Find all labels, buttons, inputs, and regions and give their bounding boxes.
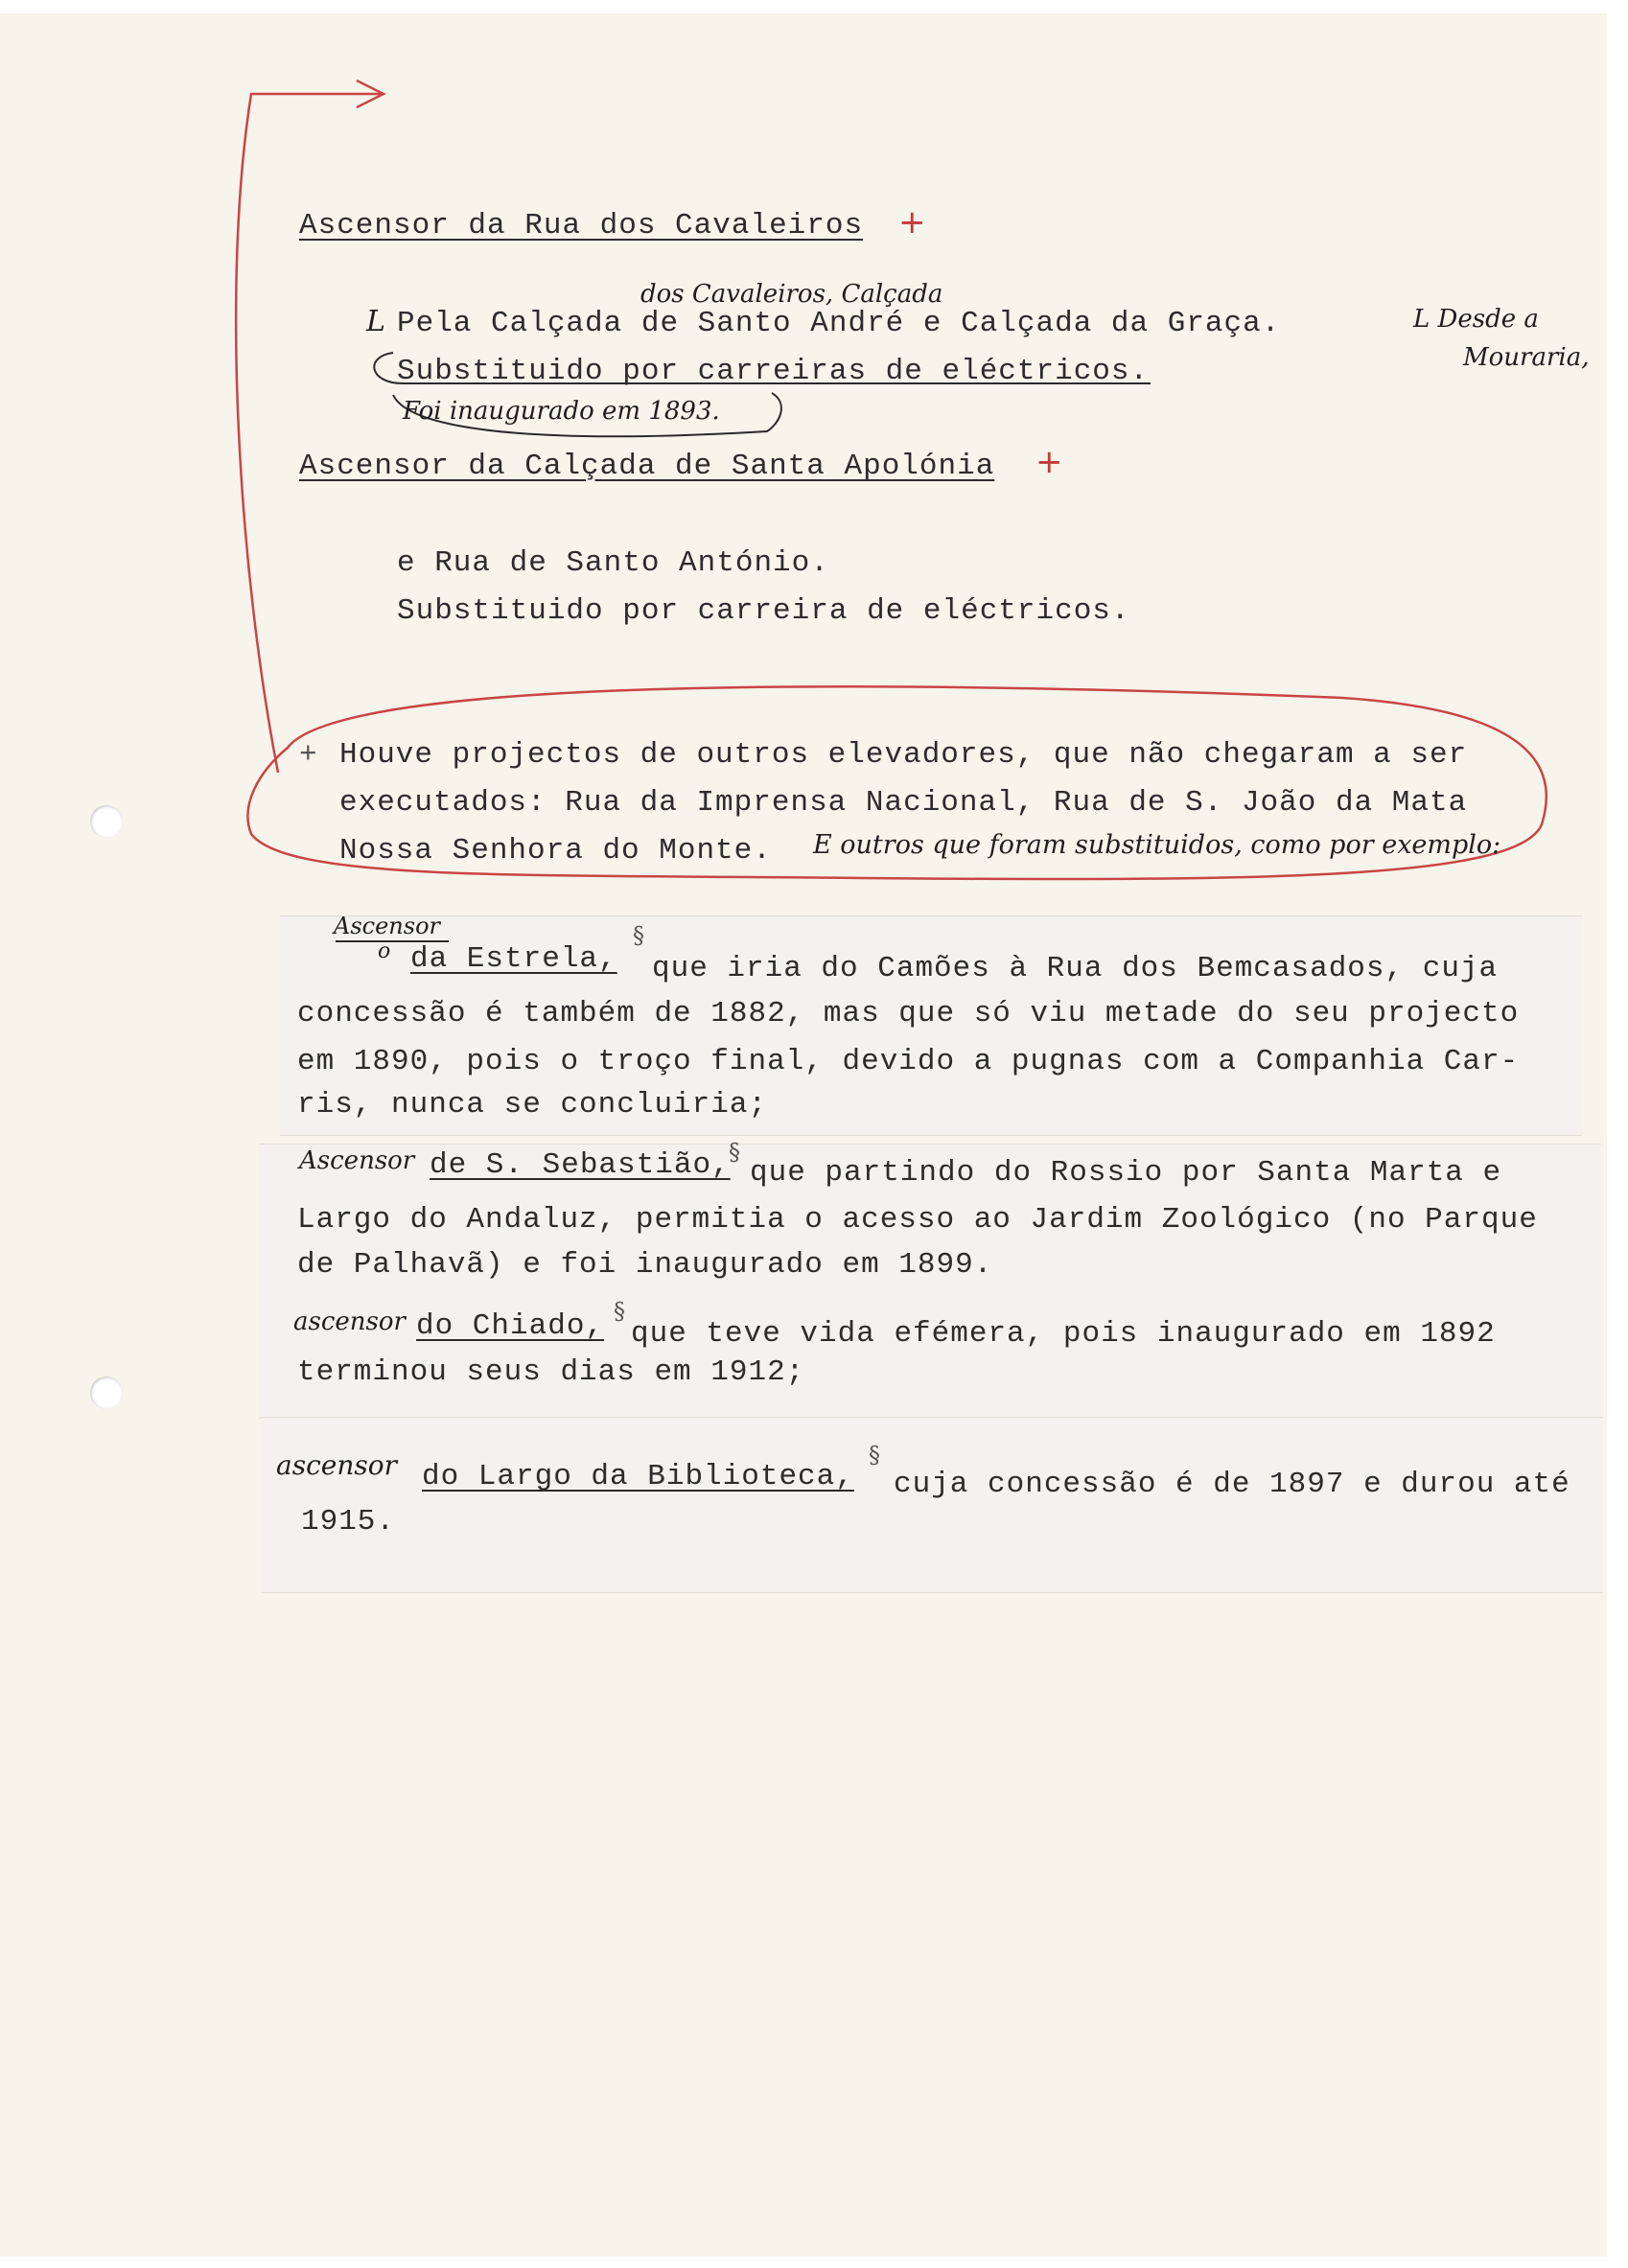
slip3-handwritten: ascensor xyxy=(293,1308,406,1336)
projects-handwritten: E outros que foram substituidos, como por exemplo: xyxy=(813,830,1501,860)
slip4-line2: 1915. xyxy=(301,1505,396,1539)
slip2-name: de S. Sebastião, xyxy=(430,1148,731,1182)
projects-line2: executados: Rua da Imprensa Nacional, Rua de S. João da Mata xyxy=(339,786,1468,820)
slip4-line1: cuja concessão é de 1897 e durou até xyxy=(894,1468,1570,1501)
red-arrow-line xyxy=(236,94,382,773)
slip1-handwritten: Ascensor xyxy=(334,913,440,939)
section-mark: § xyxy=(729,1139,740,1166)
slip1-line4: ris, nunca se concluiria; xyxy=(297,1088,768,1122)
slip1-line1: que iria do Camões à Rua dos Bemcasados, cuja xyxy=(652,952,1499,985)
heading-cavaleiros: Ascensor da Rua dos Cavaleiros xyxy=(299,209,864,243)
slip1-line2: concessão é também de 1882, mas que só viu metade do seu projecto xyxy=(297,997,1520,1030)
projects-line3: Nossa Senhora do Monte. xyxy=(339,834,772,868)
slip2-line1: que partindo do Rossio por Santa Marta e xyxy=(750,1156,1502,1190)
line-pela-calcada: Pela Calçada de Santo André e Calçada da Graça. xyxy=(397,307,1281,340)
slip3-line1: que teve vida efémera, pois inaugurado em 1892 xyxy=(631,1317,1496,1351)
red-plus-mark: + xyxy=(1035,443,1063,481)
slip4-handwritten: ascensor xyxy=(276,1449,397,1481)
line-rua-santo-antonio: e Rua de Santo António. xyxy=(397,546,829,580)
margin-note-line2: Mouraria, xyxy=(1463,343,1590,372)
handwritten-inaugurado: Foi inaugurado em 1893. xyxy=(403,397,720,426)
slip1-name: da Estrela, xyxy=(410,942,617,976)
slip2-handwritten: Ascensor xyxy=(299,1146,415,1175)
handwritten-marker: L xyxy=(366,305,385,338)
handwritten-insert: dos Cavaleiros, Calçada xyxy=(640,280,943,309)
slip1-prefix: o xyxy=(378,939,391,963)
slip2-line3: de Palhavã) e foi inaugurado em 1899. xyxy=(297,1248,993,1282)
section-mark: § xyxy=(869,1442,880,1469)
slip1-line3: em 1890, pois o troço final, devido a pugnas com a Companhia Car- xyxy=(297,1045,1520,1078)
section-mark: § xyxy=(614,1298,625,1325)
margin-note-line1: L Desde a xyxy=(1413,305,1539,334)
slip3-name: do Chiado, xyxy=(416,1309,605,1343)
section-mark: § xyxy=(633,922,644,949)
heading-santa-apolonia: Ascensor da Calçada de Santa Apolónia xyxy=(299,450,995,483)
projects-plus-mark: + xyxy=(299,738,318,772)
projects-line1: Houve projectos de outros elevadores, que não chegaram a ser xyxy=(339,738,1468,772)
slip4-name: do Largo da Biblioteca, xyxy=(422,1460,854,1493)
slip3-line2: terminou seus dias em 1912; xyxy=(297,1355,805,1389)
line-substituido-1: Substituido por carreiras de eléctricos. xyxy=(397,355,1150,388)
line-substituido-2: Substituido por carreira de eléctricos. xyxy=(397,594,1130,628)
slip2-line2: Largo do Andaluz, permitia o acesso ao Jardim Zoológico (no Parque xyxy=(297,1203,1538,1237)
red-plus-mark: + xyxy=(898,203,926,242)
